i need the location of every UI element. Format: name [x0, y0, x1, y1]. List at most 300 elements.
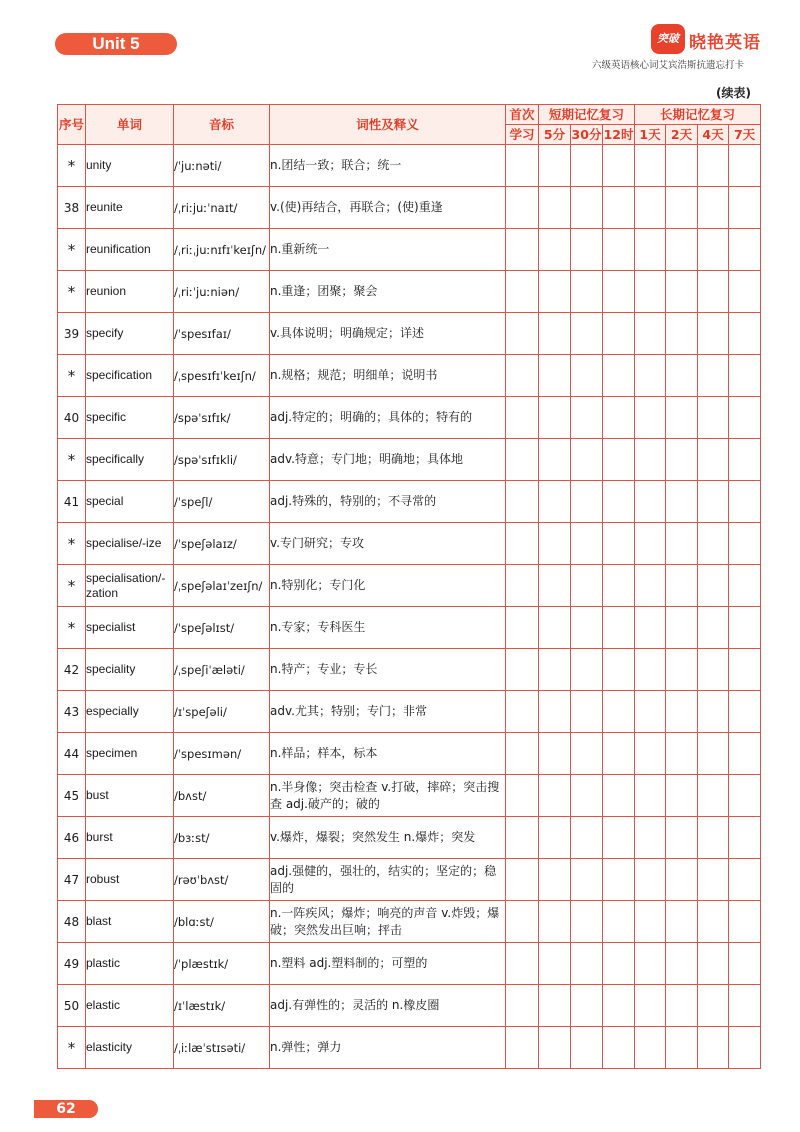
review-checkbox-cell[interactable]	[539, 187, 571, 229]
header-interval-2day: 2天	[666, 125, 698, 145]
review-checkbox-cell[interactable]	[729, 1027, 761, 1069]
table-row	[58, 565, 761, 607]
row-word: plastic	[86, 943, 174, 985]
row-phonetic: /spəˈsɪfɪk/	[174, 397, 270, 439]
header-index: 序号	[58, 105, 86, 145]
table-row	[58, 649, 761, 691]
row-index: 48	[58, 901, 86, 943]
review-checkbox-cell[interactable]	[698, 1027, 729, 1069]
review-checkbox-cell[interactable]	[729, 355, 761, 397]
row-index: 44	[58, 733, 86, 775]
review-checkbox-cell[interactable]	[635, 397, 666, 439]
table-row	[58, 733, 761, 775]
row-word: specimen	[86, 733, 174, 775]
table-row	[58, 943, 761, 985]
table-row	[58, 145, 761, 187]
review-checkbox-cell[interactable]	[603, 313, 635, 355]
review-checkbox-cell[interactable]	[539, 397, 571, 439]
review-checkbox-cell[interactable]	[506, 817, 539, 859]
row-phonetic: /bʌst/	[174, 775, 270, 817]
review-checkbox-cell[interactable]	[635, 187, 666, 229]
review-checkbox-cell[interactable]	[506, 901, 539, 943]
unit-label: Unit 5	[55, 33, 177, 55]
review-checkbox-cell[interactable]	[571, 313, 603, 355]
row-index: 45	[58, 775, 86, 817]
review-checkbox-cell[interactable]	[666, 691, 698, 733]
review-checkbox-cell[interactable]	[539, 523, 571, 565]
table-row	[58, 481, 761, 523]
review-checkbox-cell[interactable]	[666, 481, 698, 523]
review-checkbox-cell[interactable]	[539, 565, 571, 607]
table-row	[58, 901, 761, 943]
review-checkbox-cell[interactable]	[635, 817, 666, 859]
review-checkbox-cell[interactable]	[506, 229, 539, 271]
table-row	[58, 355, 761, 397]
row-definition: n.塑料 adj.塑料制的；可塑的	[270, 943, 506, 985]
review-checkbox-cell[interactable]	[698, 817, 729, 859]
row-index: *	[58, 607, 86, 649]
review-checkbox-cell[interactable]	[666, 397, 698, 439]
row-definition: v.专门研究；专攻	[270, 523, 506, 565]
review-checkbox-cell[interactable]	[635, 313, 666, 355]
review-checkbox-cell[interactable]	[571, 565, 603, 607]
row-index: 42	[58, 649, 86, 691]
review-checkbox-cell[interactable]	[603, 649, 635, 691]
review-checkbox-cell[interactable]	[635, 229, 666, 271]
review-checkbox-cell[interactable]	[603, 229, 635, 271]
review-checkbox-cell[interactable]	[506, 985, 539, 1027]
review-checkbox-cell[interactable]	[698, 565, 729, 607]
review-checkbox-cell[interactable]	[603, 943, 635, 985]
row-word: reunification	[86, 229, 174, 271]
row-index: *	[58, 229, 86, 271]
row-phonetic: /rəʊˈbʌst/	[174, 859, 270, 901]
row-phonetic: /ˈspeʃəlaɪz/	[174, 523, 270, 565]
review-checkbox-cell[interactable]	[729, 607, 761, 649]
review-checkbox-cell[interactable]	[698, 901, 729, 943]
row-word: specialise/-ize	[86, 523, 174, 565]
review-checkbox-cell[interactable]	[698, 523, 729, 565]
review-checkbox-cell[interactable]	[729, 187, 761, 229]
row-phonetic: /ˌspeʃiˈæləti/	[174, 649, 270, 691]
review-checkbox-cell[interactable]	[603, 187, 635, 229]
row-index: 46	[58, 817, 86, 859]
header-interval-7day: 7天	[729, 125, 761, 145]
row-index: 40	[58, 397, 86, 439]
row-phonetic: /blɑːst/	[174, 901, 270, 943]
review-checkbox-cell[interactable]	[571, 187, 603, 229]
review-checkbox-cell[interactable]	[539, 439, 571, 481]
review-checkbox-cell[interactable]	[666, 565, 698, 607]
table-row	[58, 313, 761, 355]
table-row	[58, 775, 761, 817]
row-phonetic: /ˌiːlæˈstɪsəti/	[174, 1027, 270, 1069]
review-checkbox-cell[interactable]	[635, 985, 666, 1027]
review-checkbox-cell[interactable]	[635, 145, 666, 187]
brand-name: 晓艳英语	[689, 33, 761, 53]
table-row	[58, 607, 761, 649]
review-checkbox-cell[interactable]	[666, 229, 698, 271]
review-checkbox-cell[interactable]	[666, 607, 698, 649]
row-phonetic: /ˌriːjuːˈnaɪt/	[174, 187, 270, 229]
review-checkbox-cell[interactable]	[603, 817, 635, 859]
row-definition: v.具体说明；明确规定；详述	[270, 313, 506, 355]
review-checkbox-cell[interactable]	[539, 145, 571, 187]
review-checkbox-cell[interactable]	[666, 733, 698, 775]
row-phonetic: /ɪˈspeʃəli/	[174, 691, 270, 733]
review-checkbox-cell[interactable]	[666, 313, 698, 355]
review-checkbox-cell[interactable]	[571, 523, 603, 565]
review-checkbox-cell[interactable]	[635, 691, 666, 733]
row-definition: v.爆炸，爆裂；突然发生 n.爆炸；突发	[270, 817, 506, 859]
review-checkbox-cell[interactable]	[729, 397, 761, 439]
row-index: 38	[58, 187, 86, 229]
review-checkbox-cell[interactable]	[506, 607, 539, 649]
review-checkbox-cell[interactable]	[539, 607, 571, 649]
review-checkbox-cell[interactable]	[635, 607, 666, 649]
row-phonetic: /ˈjuːnəti/	[174, 145, 270, 187]
review-checkbox-cell[interactable]	[698, 943, 729, 985]
review-checkbox-cell[interactable]	[635, 649, 666, 691]
review-checkbox-cell[interactable]	[506, 355, 539, 397]
review-checkbox-cell[interactable]	[506, 313, 539, 355]
table-row	[58, 439, 761, 481]
row-index: *	[58, 523, 86, 565]
review-checkbox-cell[interactable]	[603, 901, 635, 943]
row-phonetic: /ˌriːˈjuːniən/	[174, 271, 270, 313]
review-checkbox-cell[interactable]	[603, 607, 635, 649]
review-checkbox-cell[interactable]	[506, 481, 539, 523]
review-checkbox-cell[interactable]	[666, 775, 698, 817]
review-checkbox-cell[interactable]	[603, 985, 635, 1027]
review-checkbox-cell[interactable]	[506, 397, 539, 439]
row-word: burst	[86, 817, 174, 859]
review-checkbox-cell[interactable]	[729, 985, 761, 1027]
row-word: specifically	[86, 439, 174, 481]
review-checkbox-cell[interactable]	[635, 271, 666, 313]
review-checkbox-cell[interactable]	[571, 481, 603, 523]
review-checkbox-cell[interactable]	[539, 901, 571, 943]
review-checkbox-cell[interactable]	[603, 691, 635, 733]
review-checkbox-cell[interactable]	[571, 1027, 603, 1069]
row-definition: n.弹性；弹力	[270, 1027, 506, 1069]
review-checkbox-cell[interactable]	[698, 229, 729, 271]
review-checkbox-cell[interactable]	[539, 817, 571, 859]
row-phonetic: /ˈspesɪmən/	[174, 733, 270, 775]
review-checkbox-cell[interactable]	[635, 733, 666, 775]
review-checkbox-cell[interactable]	[506, 733, 539, 775]
review-checkbox-cell[interactable]	[603, 481, 635, 523]
review-checkbox-cell[interactable]	[698, 649, 729, 691]
row-index: 49	[58, 943, 86, 985]
row-definition: n.特别化；专门化	[270, 565, 506, 607]
review-checkbox-cell[interactable]	[603, 775, 635, 817]
review-checkbox-cell[interactable]	[506, 691, 539, 733]
table-row	[58, 397, 761, 439]
continued-label: (续表)	[716, 86, 751, 100]
review-checkbox-cell[interactable]	[729, 523, 761, 565]
row-word: blast	[86, 901, 174, 943]
review-checkbox-cell[interactable]	[635, 565, 666, 607]
table-row	[58, 985, 761, 1027]
review-checkbox-cell[interactable]	[666, 271, 698, 313]
row-word: robust	[86, 859, 174, 901]
review-checkbox-cell[interactable]	[635, 523, 666, 565]
review-checkbox-cell[interactable]	[729, 817, 761, 859]
row-definition: v.(使)再结合，再联合；(使)重逢	[270, 187, 506, 229]
review-checkbox-cell[interactable]	[603, 733, 635, 775]
review-checkbox-cell[interactable]	[698, 691, 729, 733]
review-checkbox-cell[interactable]	[729, 649, 761, 691]
review-checkbox-cell[interactable]	[729, 901, 761, 943]
review-checkbox-cell[interactable]	[698, 271, 729, 313]
header-interval-12h: 12时	[603, 125, 635, 145]
table-row	[58, 691, 761, 733]
review-checkbox-cell[interactable]	[698, 607, 729, 649]
row-phonetic: /ˌspesɪfɪˈkeɪʃn/	[174, 355, 270, 397]
review-checkbox-cell[interactable]	[729, 859, 761, 901]
row-definition: adv.特意；专门地；明确地；具体地	[270, 439, 506, 481]
row-phonetic: /ɪˈlæstɪk/	[174, 985, 270, 1027]
review-checkbox-cell[interactable]	[539, 649, 571, 691]
review-checkbox-cell[interactable]	[666, 817, 698, 859]
review-checkbox-cell[interactable]	[539, 313, 571, 355]
row-word: bust	[86, 775, 174, 817]
review-checkbox-cell[interactable]	[635, 439, 666, 481]
review-checkbox-cell[interactable]	[698, 145, 729, 187]
review-checkbox-cell[interactable]	[666, 985, 698, 1027]
row-word: specialisation/-zation	[86, 565, 174, 607]
row-definition: adj.强健的，强壮的，结实的；坚定的；稳固的	[270, 859, 506, 901]
review-checkbox-cell[interactable]	[506, 943, 539, 985]
review-checkbox-cell[interactable]	[635, 1027, 666, 1069]
row-word: specify	[86, 313, 174, 355]
row-definition: n.特产；专业；专长	[270, 649, 506, 691]
row-definition: n.专家；专科医生	[270, 607, 506, 649]
table-row	[58, 229, 761, 271]
review-checkbox-cell[interactable]	[698, 187, 729, 229]
row-word: specific	[86, 397, 174, 439]
review-checkbox-cell[interactable]	[571, 943, 603, 985]
review-checkbox-cell[interactable]	[635, 775, 666, 817]
review-checkbox-cell[interactable]	[698, 439, 729, 481]
row-word: reunite	[86, 187, 174, 229]
review-checkbox-cell[interactable]	[571, 901, 603, 943]
review-checkbox-cell[interactable]	[729, 565, 761, 607]
header-interval-1day: 1天	[635, 125, 666, 145]
review-checkbox-cell[interactable]	[506, 775, 539, 817]
review-checkbox-cell[interactable]	[571, 607, 603, 649]
review-checkbox-cell[interactable]	[698, 775, 729, 817]
review-checkbox-cell[interactable]	[506, 439, 539, 481]
review-checkbox-cell[interactable]	[729, 481, 761, 523]
row-word: reunion	[86, 271, 174, 313]
review-checkbox-cell[interactable]	[571, 271, 603, 313]
header-word: 单词	[86, 105, 174, 145]
review-checkbox-cell[interactable]	[571, 229, 603, 271]
review-checkbox-cell[interactable]	[603, 145, 635, 187]
review-checkbox-cell[interactable]	[571, 439, 603, 481]
table-row	[58, 187, 761, 229]
brand-subtitle: 六级英语核心词艾宾浩斯抗遗忘打卡	[592, 60, 745, 71]
review-checkbox-cell[interactable]	[666, 145, 698, 187]
row-index: 39	[58, 313, 86, 355]
review-checkbox-cell[interactable]	[729, 943, 761, 985]
review-checkbox-cell[interactable]	[571, 649, 603, 691]
review-checkbox-cell[interactable]	[635, 481, 666, 523]
review-checkbox-cell[interactable]	[666, 1027, 698, 1069]
row-definition: n.重逢；团聚；聚会	[270, 271, 506, 313]
review-checkbox-cell[interactable]	[666, 355, 698, 397]
review-checkbox-cell[interactable]	[729, 229, 761, 271]
review-checkbox-cell[interactable]	[506, 649, 539, 691]
review-checkbox-cell[interactable]	[729, 145, 761, 187]
row-definition: n.重新统一	[270, 229, 506, 271]
review-checkbox-cell[interactable]	[506, 145, 539, 187]
review-checkbox-cell[interactable]	[539, 775, 571, 817]
table-row	[58, 271, 761, 313]
review-checkbox-cell[interactable]	[603, 355, 635, 397]
row-phonetic: /bɜːst/	[174, 817, 270, 859]
review-checkbox-cell[interactable]	[571, 355, 603, 397]
table-row	[58, 859, 761, 901]
review-checkbox-cell[interactable]	[698, 481, 729, 523]
table-row	[58, 817, 761, 859]
review-checkbox-cell[interactable]	[666, 943, 698, 985]
row-index: *	[58, 439, 86, 481]
row-definition: adj.有弹性的；灵活的 n.橡皮圈	[270, 985, 506, 1027]
review-checkbox-cell[interactable]	[635, 901, 666, 943]
review-checkbox-cell[interactable]	[729, 313, 761, 355]
review-checkbox-cell[interactable]	[571, 733, 603, 775]
row-phonetic: /ˌriːˌjuːnɪfɪˈkeɪʃn/	[174, 229, 270, 271]
review-checkbox-cell[interactable]	[666, 523, 698, 565]
review-checkbox-cell[interactable]	[729, 439, 761, 481]
row-word: specialist	[86, 607, 174, 649]
review-checkbox-cell[interactable]	[539, 481, 571, 523]
review-checkbox-cell[interactable]	[603, 523, 635, 565]
row-phonetic: /ˈspeʃəlɪst/	[174, 607, 270, 649]
review-checkbox-cell[interactable]	[539, 733, 571, 775]
review-checkbox-cell[interactable]	[729, 271, 761, 313]
review-checkbox-cell[interactable]	[698, 313, 729, 355]
row-definition: n.团结一致；联合；统一	[270, 145, 506, 187]
review-checkbox-cell[interactable]	[539, 859, 571, 901]
header-interval-30min: 30分	[571, 125, 603, 145]
header-first-study-bottom: 学习	[506, 125, 539, 145]
review-checkbox-cell[interactable]	[571, 145, 603, 187]
review-checkbox-cell[interactable]	[666, 859, 698, 901]
review-checkbox-cell[interactable]	[539, 271, 571, 313]
row-definition: adj.特殊的，特别的；不寻常的	[270, 481, 506, 523]
row-phonetic: /ˈspesɪfaɪ/	[174, 313, 270, 355]
row-definition: n.半身像；突击检查 v.打破，摔碎；突击搜查 adj.破产的；破的	[270, 775, 506, 817]
row-word: special	[86, 481, 174, 523]
review-checkbox-cell[interactable]	[571, 397, 603, 439]
row-word: especially	[86, 691, 174, 733]
row-index: 41	[58, 481, 86, 523]
row-definition: n.规格；规范；明细单；说明书	[270, 355, 506, 397]
brand-logo-icon: 突破	[651, 24, 685, 54]
row-word: elasticity	[86, 1027, 174, 1069]
row-definition: adj.特定的；明确的；具体的；特有的	[270, 397, 506, 439]
review-checkbox-cell[interactable]	[506, 1027, 539, 1069]
row-index: 47	[58, 859, 86, 901]
header-interval-4day: 4天	[698, 125, 729, 145]
review-checkbox-cell[interactable]	[729, 733, 761, 775]
review-checkbox-cell[interactable]	[571, 859, 603, 901]
row-definition: n.样品；样本，标本	[270, 733, 506, 775]
review-checkbox-cell[interactable]	[603, 859, 635, 901]
vocabulary-table	[57, 104, 761, 1069]
review-checkbox-cell[interactable]	[698, 985, 729, 1027]
review-checkbox-cell[interactable]	[539, 355, 571, 397]
row-phonetic: /spəˈsɪfɪkli/	[174, 439, 270, 481]
review-checkbox-cell[interactable]	[666, 187, 698, 229]
review-checkbox-cell[interactable]	[539, 691, 571, 733]
review-checkbox-cell[interactable]	[571, 985, 603, 1027]
review-checkbox-cell[interactable]	[571, 817, 603, 859]
review-checkbox-cell[interactable]	[729, 691, 761, 733]
review-checkbox-cell[interactable]	[635, 943, 666, 985]
review-checkbox-cell[interactable]	[666, 901, 698, 943]
row-definition: n.一阵疾风；爆炸；响亮的声音 v.炸毁；爆破；突然发出巨响；抨击	[270, 901, 506, 943]
table-row	[58, 1027, 761, 1069]
review-checkbox-cell[interactable]	[539, 985, 571, 1027]
row-index: *	[58, 271, 86, 313]
header-short-term: 短期记忆复习	[539, 105, 635, 125]
review-checkbox-cell[interactable]	[698, 859, 729, 901]
header-interval-5min: 5分	[539, 125, 571, 145]
review-checkbox-cell[interactable]	[603, 397, 635, 439]
review-checkbox-cell[interactable]	[539, 1027, 571, 1069]
review-checkbox-cell[interactable]	[698, 355, 729, 397]
review-checkbox-cell[interactable]	[729, 775, 761, 817]
review-checkbox-cell[interactable]	[698, 397, 729, 439]
review-checkbox-cell[interactable]	[603, 439, 635, 481]
review-checkbox-cell[interactable]	[698, 733, 729, 775]
review-checkbox-cell[interactable]	[539, 943, 571, 985]
review-checkbox-cell[interactable]	[603, 271, 635, 313]
review-checkbox-cell[interactable]	[603, 565, 635, 607]
review-checkbox-cell[interactable]	[666, 649, 698, 691]
review-checkbox-cell[interactable]	[506, 859, 539, 901]
page-number: 62	[34, 1100, 98, 1118]
review-checkbox-cell[interactable]	[506, 271, 539, 313]
review-checkbox-cell[interactable]	[506, 187, 539, 229]
review-checkbox-cell[interactable]	[571, 691, 603, 733]
row-index: *	[58, 355, 86, 397]
header-long-term: 长期记忆复习	[635, 105, 761, 125]
review-checkbox-cell[interactable]	[603, 1027, 635, 1069]
row-index: 43	[58, 691, 86, 733]
row-index: *	[58, 145, 86, 187]
row-phonetic: /ˌspeʃəlaɪˈzeɪʃn/	[174, 565, 270, 607]
review-checkbox-cell[interactable]	[506, 565, 539, 607]
row-index: 50	[58, 985, 86, 1027]
header-definition: 词性及释义	[270, 105, 506, 145]
review-checkbox-cell[interactable]	[635, 355, 666, 397]
review-checkbox-cell[interactable]	[539, 229, 571, 271]
row-word: specification	[86, 355, 174, 397]
table-row	[58, 523, 761, 565]
review-checkbox-cell[interactable]	[635, 859, 666, 901]
review-checkbox-cell[interactable]	[571, 775, 603, 817]
review-checkbox-cell[interactable]	[666, 439, 698, 481]
row-phonetic: /ˈplæstɪk/	[174, 943, 270, 985]
review-checkbox-cell[interactable]	[506, 523, 539, 565]
row-phonetic: /ˈspeʃl/	[174, 481, 270, 523]
